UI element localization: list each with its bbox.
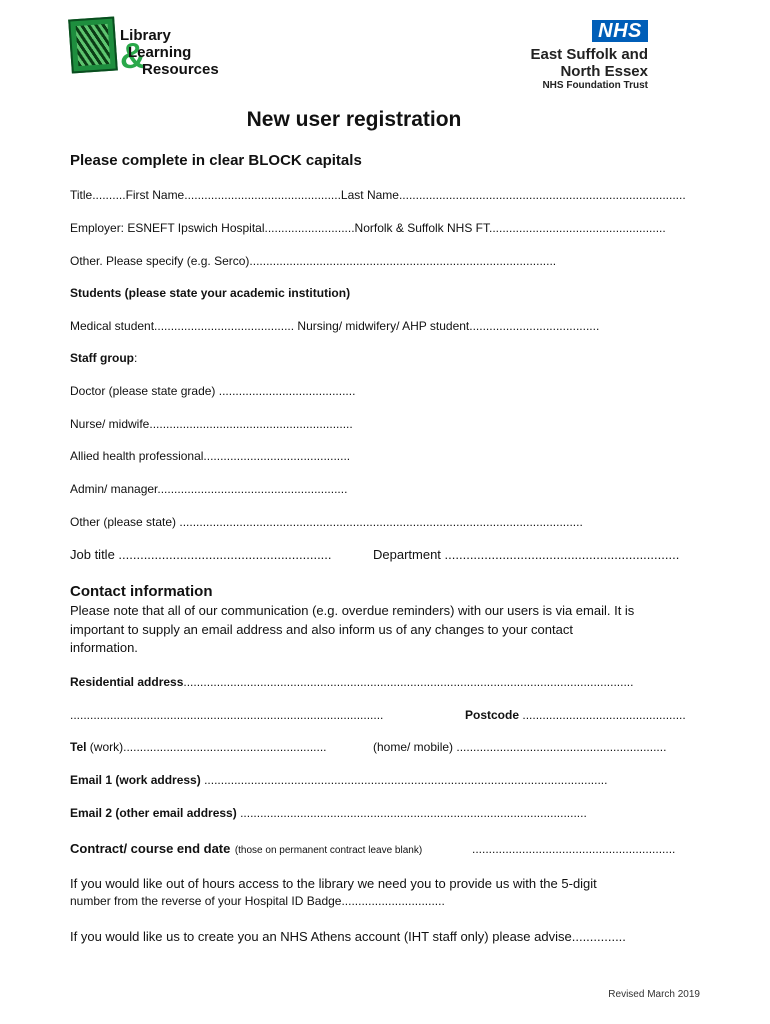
students-line[interactable]: Medical student.......................................... Nursing/ midwifery/ AHP student....................................... [70,319,600,333]
residential-address-field[interactable] [70,675,633,689]
admin-manager-line[interactable]: Admin/ manager......................................................... [70,482,348,496]
tel-home-field[interactable]: (home/ mobile) ............................................................... [373,740,667,754]
other-employer-line[interactable]: Other. Please specify (e.g. Serco)............................................................................................ [70,254,557,268]
logo-word-resources: Resources [142,61,219,78]
postcode-field[interactable] [465,708,686,722]
doctor-grade-line[interactable]: Doctor (please state grade) ......................................... [70,384,356,398]
residential-address-dots: ....................................................................................................................................... [183,675,634,689]
contact-note-line2: important to supply an email address and also inform us of any changes to your contact [70,622,573,637]
name-fields-line[interactable]: Title..........First Name...............................................Last Name...................................................................................... [70,188,686,202]
staff-group-heading [70,351,137,365]
logo-word-library: Library [120,27,171,44]
contact-information-heading: Contact information [70,583,213,600]
job-title-field[interactable]: Job title ........................................................... [70,547,332,562]
logo-ampersand: & [120,35,146,76]
out-of-hours-line1: If you would like out of hours access to the library we need you to provide us with the 5-digit [70,876,597,891]
email2-field[interactable] [70,806,587,820]
staff-group-label: Staff group [70,351,134,365]
tel-work-dots: (work)............................................................. [89,740,327,754]
staff-group-colon: : [134,351,138,365]
department-field[interactable]: Department ................................................................. [373,547,680,562]
tel-work-field[interactable] [70,740,327,754]
email2-label: Email 2 (other email address) [70,806,237,820]
email1-field[interactable] [70,773,607,787]
nhs-foundation-trust: NHS Foundation Trust [542,80,648,91]
library-learning-resources-logo [70,18,250,78]
nhs-trust-name-line1: East Suffolk and [530,46,648,63]
students-heading: Students (please state your academic institution) [70,286,351,300]
email1-label: Email 1 (work address) [70,773,201,787]
athens-account-line[interactable]: If you would like us to create you an NHS Athens account (IHT staff only) please advise............... [70,929,626,944]
out-of-hours-line2[interactable]: number from the reverse of your Hospital ID Badge............................... [70,894,445,908]
contract-end-dots[interactable]: ............................................................. [472,842,676,856]
nhs-logo-badge: NHS [592,20,648,42]
contact-note-line3: information. [70,640,138,655]
contact-note-line1: Please note that all of our communication (e.g. overdue reminders) with our users is via email. It is [70,603,635,618]
email2-dots: ........................................................................................................ [240,806,587,820]
residential-address-label: Residential address [70,675,184,689]
contract-end-note: (those on permanent contract leave blank) [234,845,423,856]
library-logo-mark [68,16,118,73]
postcode-dots: ................................................. [522,708,686,722]
contract-end-date-field[interactable] [70,840,422,858]
block-capitals-instruction: Please complete in clear BLOCK capitals [70,152,362,169]
other-staff-line[interactable]: Other (please state) ......................................................................................................................... [70,515,583,529]
allied-health-line[interactable]: Allied health professional............................................ [70,449,351,463]
revised-date: Revised March 2019 [608,989,700,1000]
nurse-midwife-line[interactable]: Nurse/ midwife............................................................. [70,417,353,431]
nhs-trust-name-line2: North Essex [560,63,648,80]
postcode-label: Postcode [465,708,520,722]
logo-word-learning: Learning [128,44,192,61]
contract-end-label: Contract/ course end date [70,841,231,856]
employer-fields-line[interactable]: Employer: ESNEFT Ipswich Hospital...........................Norfolk & Suffolk NHS FT..................................................... [70,221,666,235]
page-title: New user registration [246,108,462,131]
email1-dots: ......................................................................................................................... [204,773,608,787]
tel-label: Tel [70,740,87,754]
address-second-line[interactable]: .............................................................................................. [70,708,384,722]
